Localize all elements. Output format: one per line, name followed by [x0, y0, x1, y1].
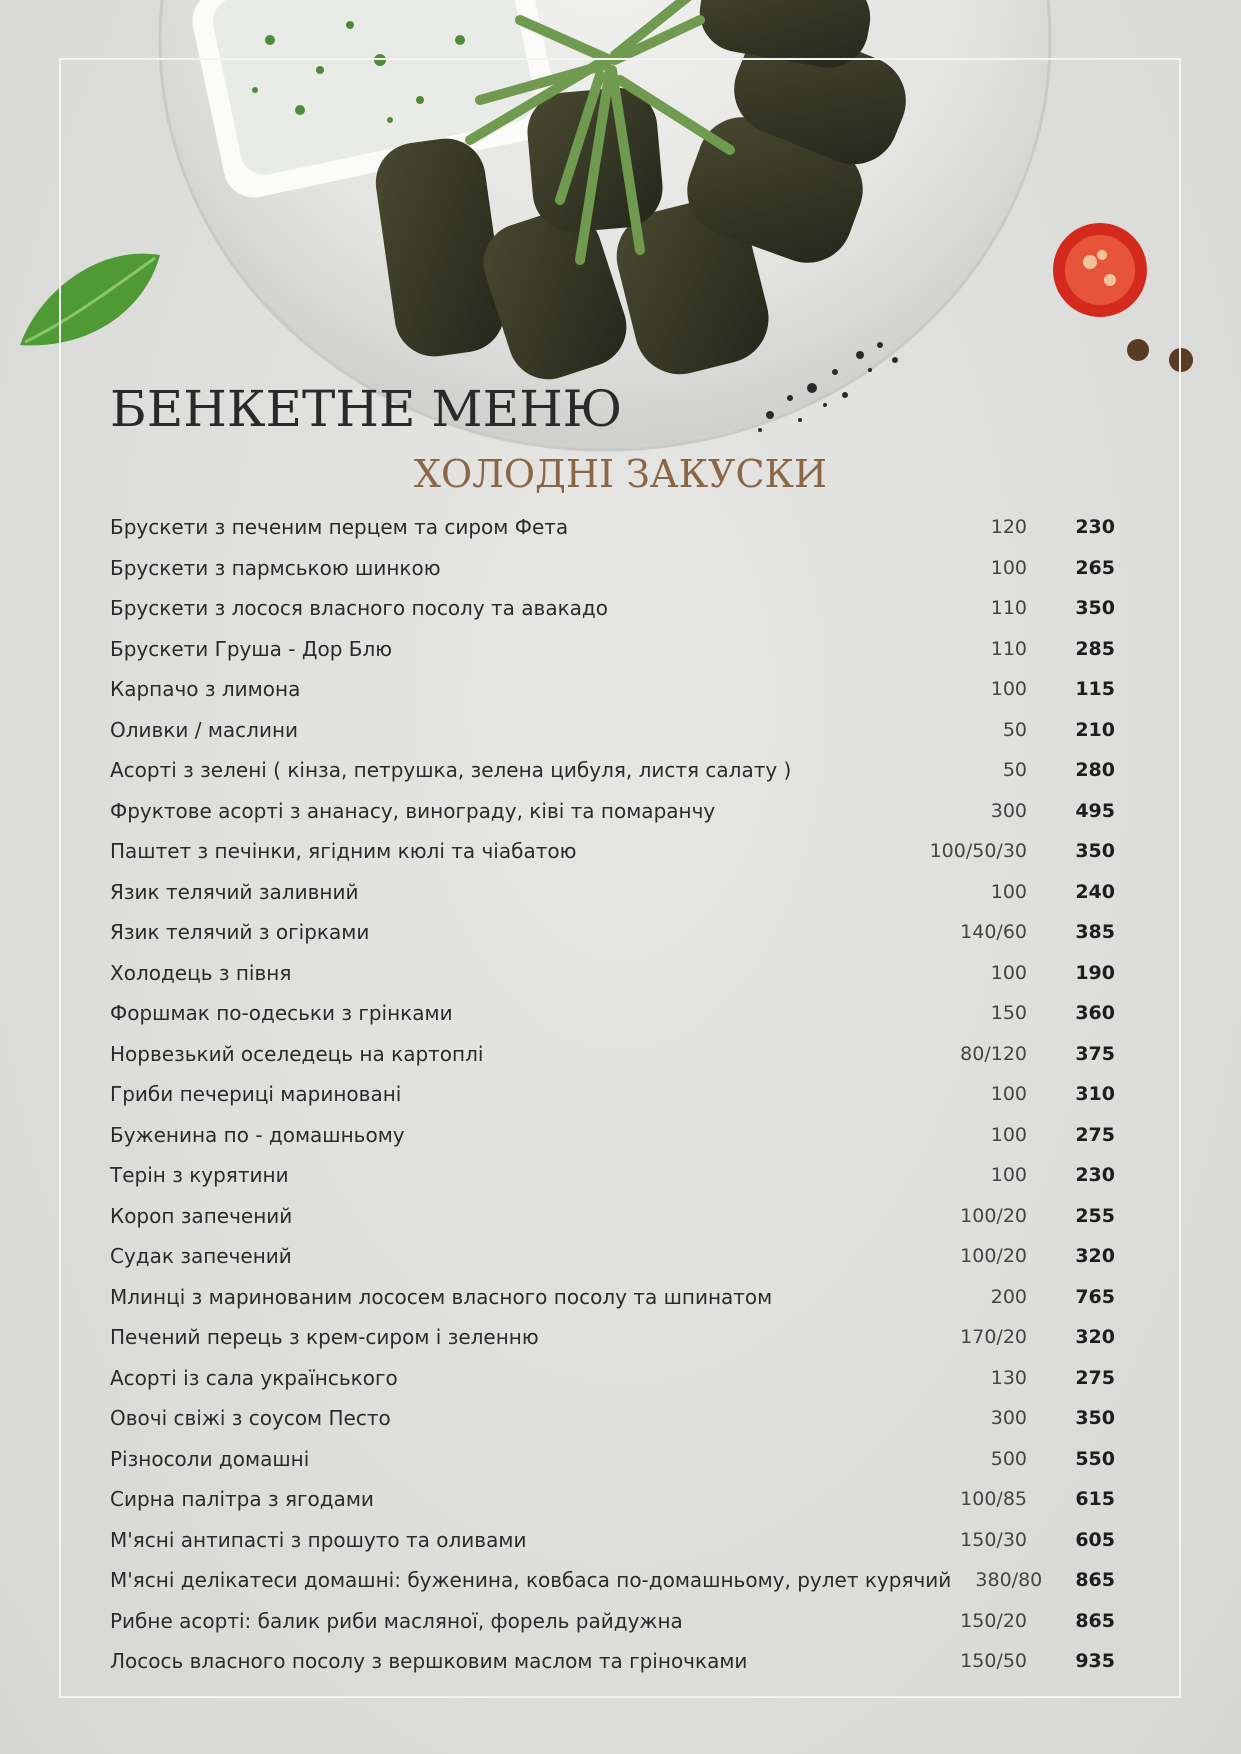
dish-weight: 170/20: [960, 1326, 1027, 1349]
dish-price: 230: [1075, 516, 1115, 539]
dish-name: Асорті з зелені ( кінза, петрушка, зелена цибуля, листя салату ): [110, 758, 792, 783]
dish-price: 275: [1075, 1123, 1115, 1146]
dish-name: Брускети з лосося власного посолу та авакадо: [110, 596, 608, 621]
dish-weight: 150/30: [960, 1528, 1027, 1551]
dish-name: Брускети з печеним перцем та сиром Фета: [110, 515, 569, 540]
menu-item: [110, 1398, 1115, 1439]
dish-weight: 110: [990, 597, 1027, 620]
menu-item: [110, 1317, 1115, 1358]
dish-weight: 100: [990, 1083, 1027, 1106]
menu-item: [110, 831, 1115, 872]
dish-name: Гриби печериці мариновані: [110, 1082, 402, 1107]
dish-price: 935: [1075, 1650, 1115, 1673]
dish-weight: 100/20: [960, 1245, 1027, 1268]
dish-weight: 100: [990, 961, 1027, 984]
dish-name: Лосось власного посолу з вершковим маслом та гріночками: [110, 1649, 748, 1674]
dish-name: Паштет з печінки, ягідним кюлі та чіабатою: [110, 839, 577, 864]
dish-price: 280: [1075, 759, 1115, 782]
dish-price: 385: [1075, 921, 1115, 944]
dish-price: 350: [1075, 840, 1115, 863]
dish-name: Печений перець з крем-сиром і зеленню: [110, 1325, 539, 1350]
menu-item: [110, 953, 1115, 994]
dish-name: Овочі свіжі з соусом Песто: [110, 1406, 391, 1431]
menu-item: [110, 1560, 1115, 1601]
dish-name: Терін з курятини: [110, 1163, 289, 1188]
dish-weight: 100/85: [960, 1488, 1027, 1511]
menu-item: [110, 629, 1115, 670]
dish-price: 865: [1075, 1569, 1115, 1592]
dish-price: 350: [1075, 597, 1115, 620]
dish-weight: 50: [1002, 718, 1027, 741]
dish-name: Різносоли домашні: [110, 1446, 310, 1471]
dish-weight: 150/20: [960, 1609, 1027, 1632]
menu-item: [110, 507, 1115, 548]
dish-name: Фруктове асорті з ананасу, винограду, ківі та помаранчу: [110, 798, 716, 823]
menu-item: [110, 1358, 1115, 1399]
dish-weight: 200: [990, 1285, 1027, 1308]
dish-price: 265: [1075, 556, 1115, 579]
dish-name: Млинці з маринованим лососем власного посолу та шпинатом: [110, 1284, 773, 1309]
dish-price: 255: [1075, 1204, 1115, 1227]
menu-item: [110, 710, 1115, 751]
menu-item: [110, 750, 1115, 791]
menu-item: [110, 1074, 1115, 1115]
dish-name: Асорті із сала українського: [110, 1365, 398, 1390]
dish-price: 240: [1075, 880, 1115, 903]
menu-item: [110, 588, 1115, 629]
dish-weight: 150: [990, 1002, 1027, 1025]
dish-weight: 100: [990, 556, 1027, 579]
dish-weight: 120: [990, 516, 1027, 539]
dish-weight: 110: [990, 637, 1027, 660]
dish-price: 320: [1075, 1245, 1115, 1268]
dish-name: М'ясні антипасті з прошуто та оливами: [110, 1527, 527, 1552]
dish-price: 310: [1075, 1083, 1115, 1106]
menu-item: [110, 1196, 1115, 1237]
dish-name: Оливки / маслини: [110, 717, 299, 742]
dish-price: 275: [1075, 1366, 1115, 1389]
dish-price: 320: [1075, 1326, 1115, 1349]
dish-price: 350: [1075, 1407, 1115, 1430]
dish-name: Брускети з пармською шинкою: [110, 555, 441, 580]
dish-price: 615: [1075, 1488, 1115, 1511]
menu-item: [110, 1236, 1115, 1277]
dish-price: 495: [1075, 799, 1115, 822]
menu-item: [110, 1439, 1115, 1480]
dish-name: Норвезький оселедець на картоплі: [110, 1041, 484, 1066]
dish-name: Форшмак по-одеськи з грінками: [110, 1001, 453, 1026]
dish-weight: 100: [990, 1123, 1027, 1146]
dish-price: 210: [1075, 718, 1115, 741]
dish-price: 375: [1075, 1042, 1115, 1065]
dish-name: Язик телячий заливний: [110, 879, 359, 904]
menu-item: [110, 1520, 1115, 1561]
menu-item: [110, 912, 1115, 953]
dish-price: 230: [1075, 1164, 1115, 1187]
dish-price: 550: [1075, 1447, 1115, 1470]
dish-price: 115: [1075, 678, 1115, 701]
menu-item: [110, 1034, 1115, 1075]
dish-price: 190: [1075, 961, 1115, 984]
menu-item: [110, 1155, 1115, 1196]
menu-item: [110, 1277, 1115, 1318]
dish-weight: 100: [990, 1164, 1027, 1187]
dish-weight: 500: [990, 1447, 1027, 1470]
dish-weight: 100: [990, 880, 1027, 903]
menu-item: [110, 993, 1115, 1034]
dish-name: Холодець з півня: [110, 960, 292, 985]
dish-weight: 300: [990, 1407, 1027, 1430]
dish-name: Язик телячий з огірками: [110, 920, 370, 945]
dish-weight: 140/60: [960, 921, 1027, 944]
dish-weight: 380/80: [975, 1569, 1043, 1592]
dish-weight: 150/50: [960, 1650, 1027, 1673]
dish-name: М'ясні делікатеси домашні: буженина, ковбаса по-домашньому, рулет курячий: [110, 1568, 952, 1593]
dish-name: Судак запечений: [110, 1244, 292, 1269]
menu-item: [110, 1641, 1115, 1682]
dish-weight: 300: [990, 799, 1027, 822]
menu-item: [110, 872, 1115, 913]
dish-price: 765: [1075, 1285, 1115, 1308]
dish-price: 605: [1075, 1528, 1115, 1551]
dish-weight: 80/120: [960, 1042, 1027, 1065]
dish-price: 285: [1075, 637, 1115, 660]
menu-item: [110, 1479, 1115, 1520]
page-title: БЕНКЕТНЕ МЕНЮ: [110, 380, 623, 438]
dish-weight: 100/20: [960, 1204, 1027, 1227]
dish-name: Карпачо з лимона: [110, 677, 301, 702]
menu-item: [110, 1601, 1115, 1642]
dish-weight: 100: [990, 678, 1027, 701]
menu-item: [110, 669, 1115, 710]
dish-weight: 50: [1002, 759, 1027, 782]
dish-weight: 100/50/30: [929, 840, 1027, 863]
dish-name: Буженина по - домашньому: [110, 1122, 405, 1147]
menu-item: [110, 1115, 1115, 1156]
dish-name: Короп запечений: [110, 1203, 293, 1228]
section-title: ХОЛОДНІ ЗАКУСКИ: [413, 452, 828, 496]
menu-item: [110, 548, 1115, 589]
dish-name: Брускети Груша - Дор Блю: [110, 636, 393, 661]
dish-price: 865: [1075, 1609, 1115, 1632]
dish-name: Сирна палітра з ягодами: [110, 1487, 374, 1512]
dish-weight: 130: [990, 1366, 1027, 1389]
menu-item: [110, 791, 1115, 832]
dish-price: 360: [1075, 1002, 1115, 1025]
menu-list: [110, 507, 1115, 1682]
dish-name: Рибне асорті: балик риби масляної, форель райдужна: [110, 1608, 683, 1633]
